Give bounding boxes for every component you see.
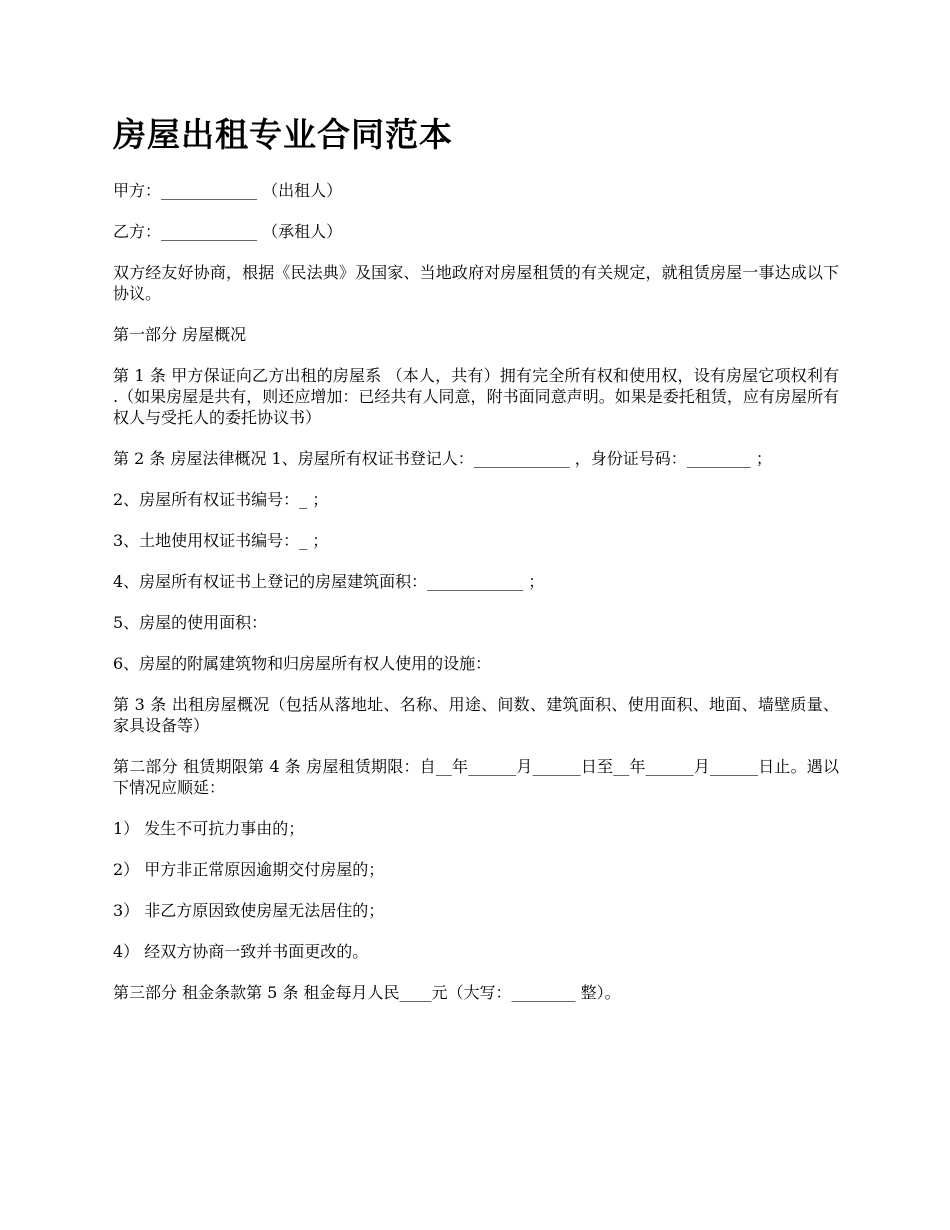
article-4-paragraph: 第二部分 租赁期限第 4 条 房屋租赁期限：自__年______月______日至__年______月______日止。遇以下情况应顺延： bbox=[113, 757, 839, 797]
section-heading-part-one: 第一部分 房屋概况 bbox=[113, 325, 247, 344]
article-2-item-3: 3、土地使用权证书编号：_ ； bbox=[113, 531, 329, 550]
extension-item-4: 4） 经双方协商一致并书面更改的。 bbox=[113, 942, 369, 961]
document-page bbox=[113, 112, 839, 1023]
preamble-paragraph: 双方经友好协商，根据《民法典》及国家、当地政府对房屋租赁的有关规定，就租赁房屋一事达成以下协议。 bbox=[113, 263, 839, 303]
extension-item-3: 3） 非乙方原因致使房屋无法居住的； bbox=[113, 901, 385, 920]
article-3-paragraph: 第 3 条 出租房屋概况（包括从落地址、名称、用途、间数、建筑面积、使用面积、地面、墙壁质量、家具设备等） bbox=[113, 695, 839, 735]
article-2-item-2: 2、房屋所有权证书编号：_ ； bbox=[113, 490, 329, 509]
article-1-paragraph: 第 1 条 甲方保证向乙方出租的房屋系 （本人，共有）拥有完全所有权和使用权，设有房屋它项权利有 .（如果房屋是共有，则还应增加：已经共有人同意，附书面同意声明。如果是委托租赁，应有房屋所有权人与受托人的委托协议书） bbox=[113, 366, 839, 427]
article-2-item-5: 5、房屋的使用面积： bbox=[113, 613, 268, 632]
party-b-line: 乙方：____________ （承租人） bbox=[113, 222, 343, 241]
article-5-paragraph: 第三部分 租金条款第 5 条 租金每月人民____元（大写：________ 整）。 bbox=[113, 983, 621, 1002]
document-title: 房屋出租专业合同范本 bbox=[113, 115, 453, 154]
extension-item-1: 1） 发生不可抗力事由的； bbox=[113, 819, 305, 838]
article-2-item-4: 4、房屋所有权证书上登记的房屋建筑面积：____________ ； bbox=[113, 572, 545, 591]
article-2-item-6: 6、房屋的附属建筑物和归房屋所有权人使用的设施： bbox=[113, 654, 492, 673]
party-a-line: 甲方：____________ （出租人） bbox=[113, 181, 343, 200]
extension-item-2: 2） 甲方非正常原因逾期交付房屋的； bbox=[113, 860, 385, 879]
article-2-paragraph: 第 2 条 房屋法律概况 1、房屋所有权证书登记人：____________ ，身份证号码：________ ； bbox=[113, 449, 772, 468]
